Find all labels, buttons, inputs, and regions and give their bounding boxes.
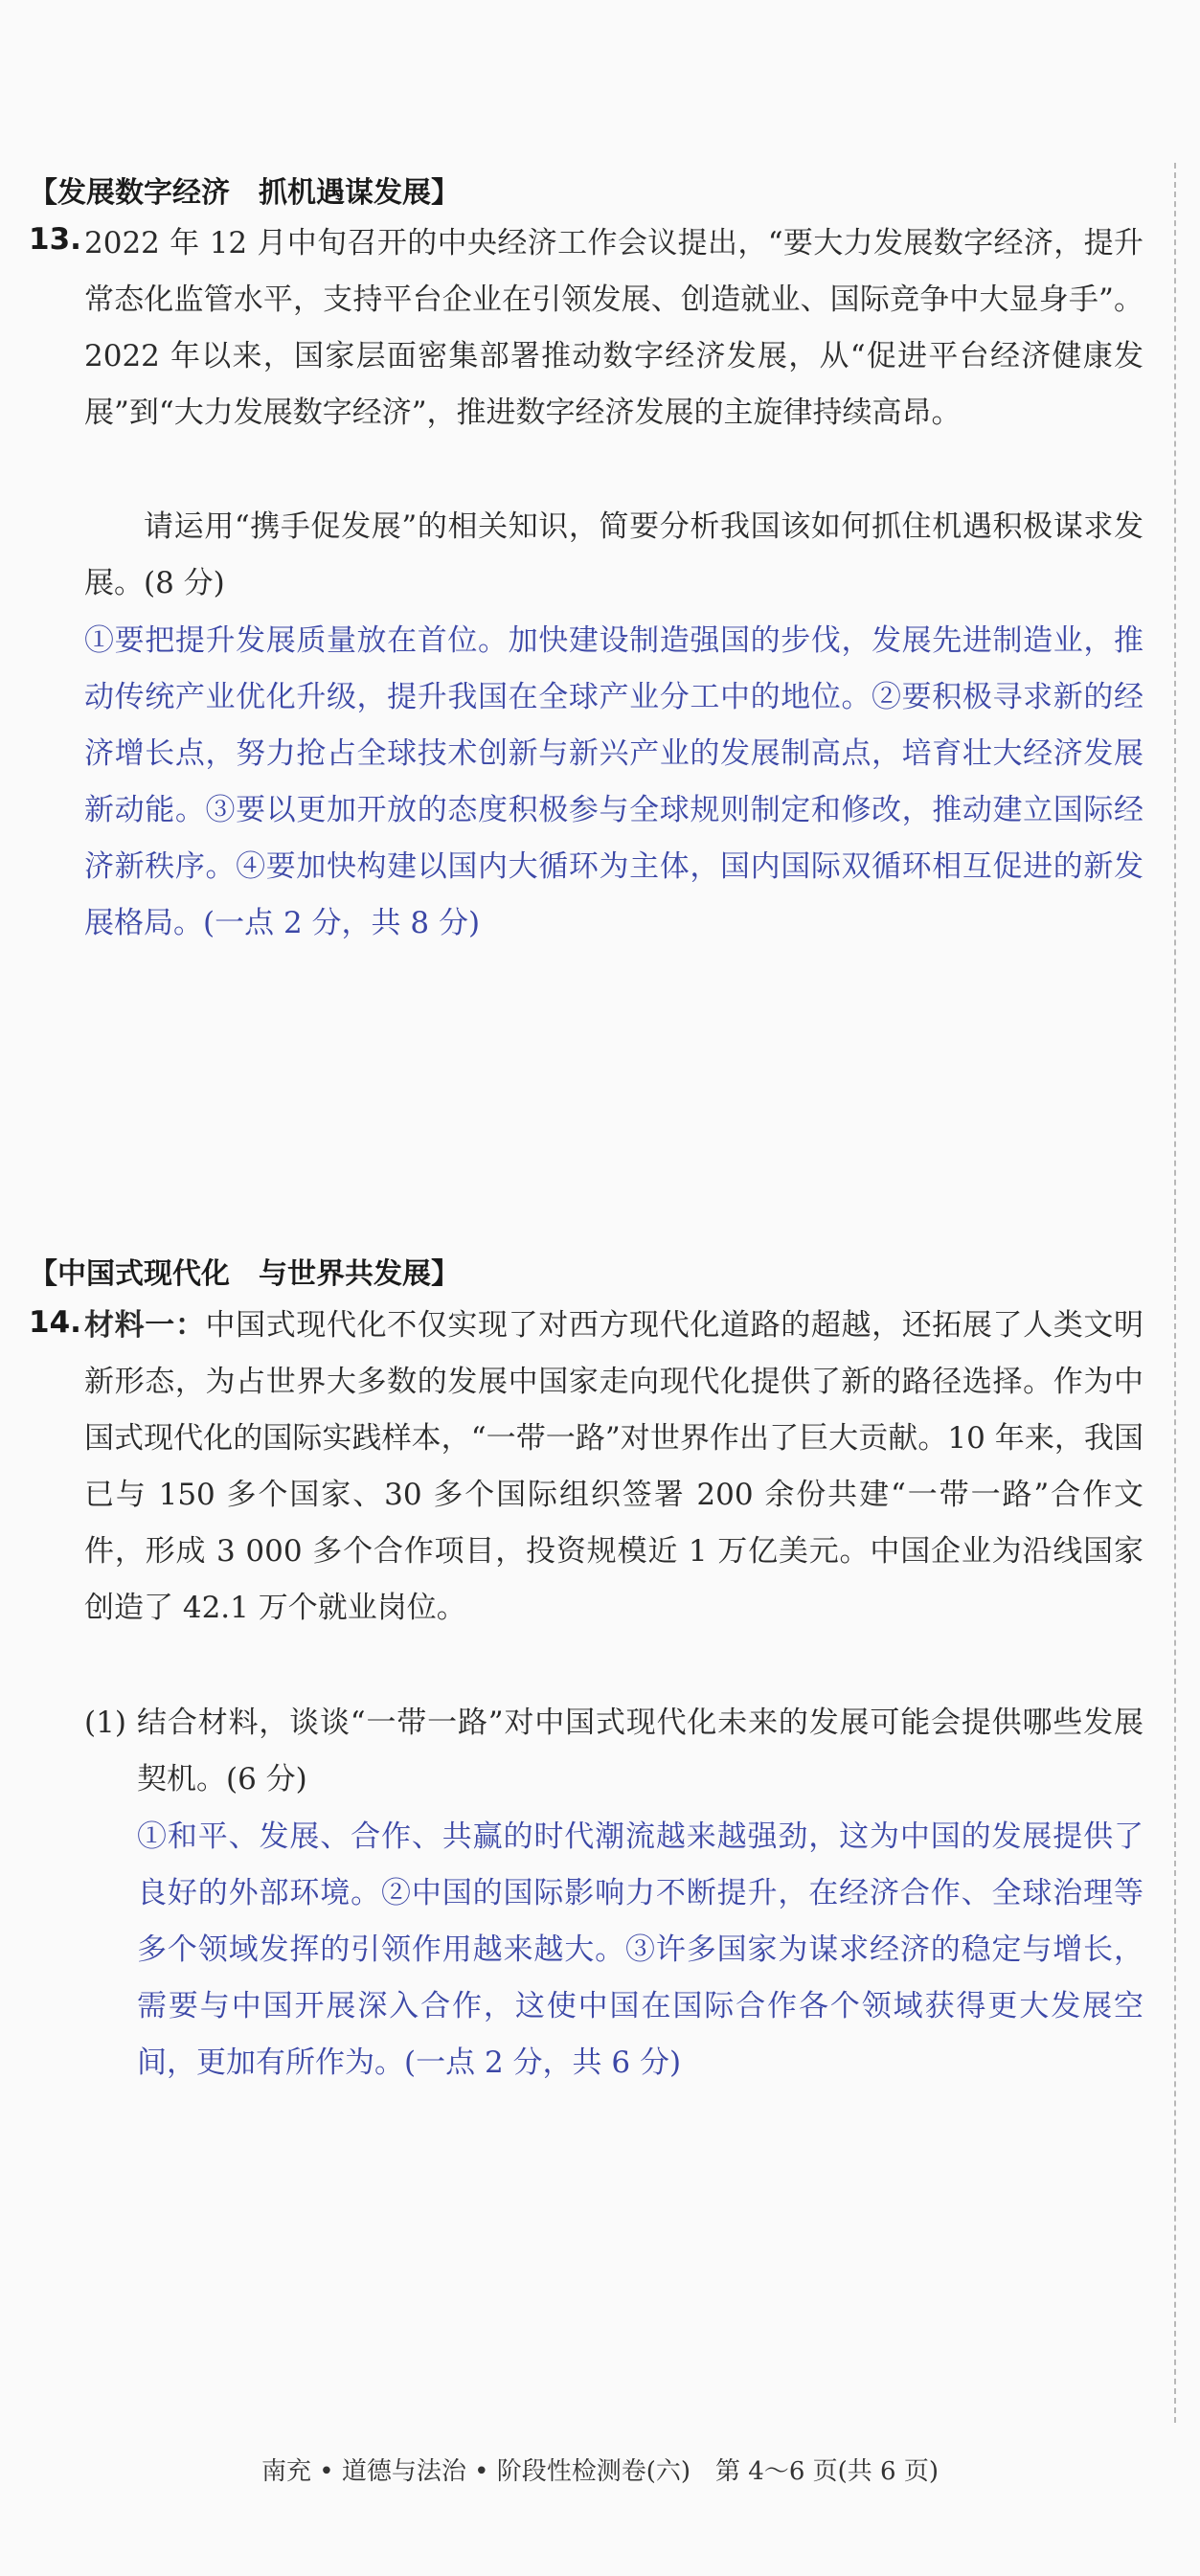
question-13-answer: ①要把提升发展质量放在首位。加快建设制造强国的步伐，发展先进制造业，推动传统产业优化升级，提升我国在全球产业分工中的地位。②要积极寻求新的经济增长点，努力抢占全球技术创新与新兴产业的发展制高点，培育壮大经济发展新动能。③要以更加开放的态度积极参与全球规则制定和修改，推动建立国际经济新秩序。④要加快构建以国内大循环为主体，国内国际双循环相互促进的新发展格局。(一点 2 分，共 8 分) [84,623,1143,940]
sub-question-1-answer: ①和平、发展、合作、共赢的时代潮流越来越强劲，这为中国的发展提供了良好的外部环境。②中国的国际影响力不断提升，在经济合作、全球治理等多个领域发挥的引领作用越来越大。③许多国家为谋求经济的稳定与增长，需要与中国开展深入合作，这使中国在国际合作各个领域获得更大发展空间，更加有所作为。(一点 2 分，共 6 分) [137,1819,1143,2080]
section-title-digital-economy: 【发展数字经济 抓机遇谋发展】 [29,176,460,210]
sub-question-1-number: (1) [84,1706,126,1740]
page-footer: 南充 • 道德与法治 • 阶段性检测卷(六) 第 4～6 页(共 6 页) [261,2457,939,2486]
question-13-stem: 2022 年 12 月中旬召开的中央经济工作会议提出，“要大力发展数字经济，提升常态化监管水平，支持平台企业在引领发展、创造就业、国际竞争中大显身手”。2022 年以来，国家层面密集部署推动数字经济发展，从“促进平台经济健康发展”到“大力发展数字经济”，推进数字经济发展的主旋律持续高昂。 [84,226,1143,430]
question-13-prompt: 请运用“携手促发展”的相关知识，简要分析我国该如何抓住机遇积极谋求发展。(8 分) [84,509,1143,600]
binding-dashed-line [1174,163,1176,2423]
question-13-number: 13. [29,222,81,257]
section-title-chinese-modernization: 【中国式现代化 与世界共发展】 [29,1257,460,1291]
sub-question-1-prompt: 结合材料，谈谈“一带一路”对中国式现代化未来的发展可能会提供哪些发展契机。(6 分) [137,1706,1143,1796]
question-14-material [84,1298,1143,1637]
question-14-number: 14. [29,1305,81,1340]
material-one-text: 中国式现代化不仅实现了对西方现代化道路的超越，还拓展了人类文明新形态，为占世界大多数的发展中国家走向现代化提供了新的路径选择。作为中国式现代化的国际实践样本，“一带一路”对世界作出了巨大贡献。10 年来，我国已与 150 多个国家、30 多个国际组织签署 200 余份共建“一带一路”合作文件，形成 3 000 多个合作项目，投资规模近 1 万亿美元。中国企业为沿线国家创造了 42.1 万个就业岗位。 [84,1308,1144,1625]
material-one-label: 材料一： [84,1308,206,1343]
